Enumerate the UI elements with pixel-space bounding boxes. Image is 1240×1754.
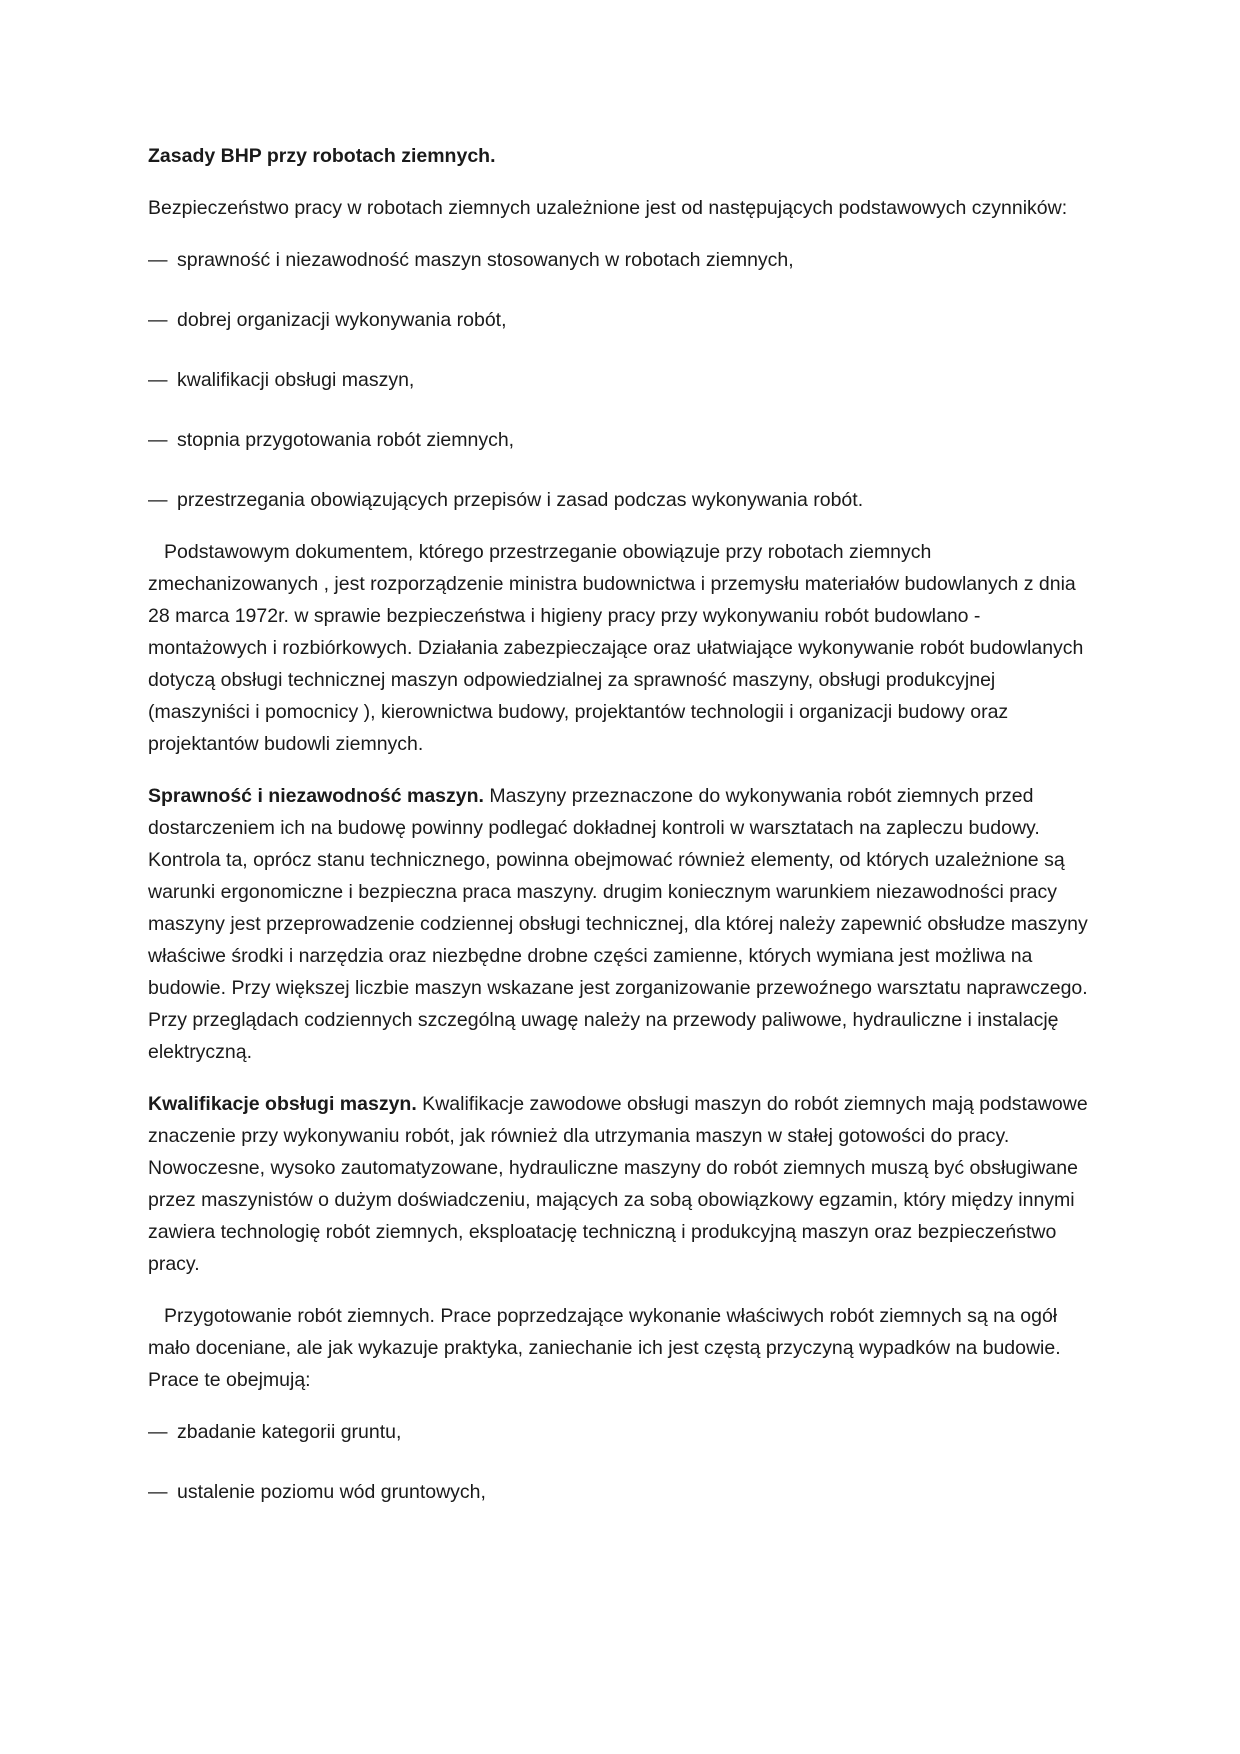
list-item-text: przestrzegania obowiązujących przepisów i zasad podczas wykonywania robót. [177, 489, 864, 511]
dash-marker: — [148, 369, 168, 391]
qualifications-heading: Kwalifikacje obsługi maszyn. [148, 1093, 417, 1115]
list-item-text: sprawność i niezawodność maszyn stosowanych w robotach ziemnych, [177, 249, 794, 271]
dash-marker: — [148, 489, 168, 511]
qualifications-paragraph [148, 1088, 1098, 1280]
list-item [148, 244, 1098, 276]
preparation-paragraph: Przygotowanie robót ziemnych. Prace poprzedzające wykonanie właściwych robót ziemnych są na ogół mało doceniane, ale jak wykazuje praktyka, zaniechanie ich jest częstą przyczyną wypadków na budowie. Prace te obejmują: [148, 1305, 1061, 1391]
list-item [148, 1476, 1098, 1508]
factors-list [148, 244, 1098, 516]
machines-paragraph [148, 780, 1098, 1068]
dash-marker: — [148, 249, 168, 271]
dash-marker: — [148, 309, 168, 331]
list-item-text: kwalifikacji obsługi maszyn, [177, 369, 415, 391]
document-title: Zasady BHP przy robotach ziemnych. [148, 145, 496, 167]
document-page [148, 140, 1098, 1528]
list-item-text: dobrej organizacji wykonywania robót, [177, 309, 507, 331]
dash-marker: — [148, 429, 168, 451]
list-item [148, 424, 1098, 456]
machines-text: Maszyny przeznaczone do wykonywania robót ziemnych przed dostarczeniem ich na budowę powinny podlegać dokładnej kontroli w warsztatach na zapleczu budowy. Kontrola ta, oprócz stanu technicznego, powinna obejmować również elementy, od których uzależnione są warunki ergonomiczne i bezpieczna praca maszyny. drugim koniecznym warunkiem niezawodności pracy maszyny jest przeprowadzenie codziennej obsługi technicznej, dla której należy zapewnić obsłudze maszyny właściwe środki i narzędzia oraz niezbędne drobne części zamienne, których wymiana jest możliwa na budowie. Przy większej liczbie maszyn wskazane jest zorganizowanie przewoźnego warsztatu naprawczego. Przy przeglądach codziennych szczególną uwagę należy na przewody paliwowe, hydrauliczne i instalację elektryczną. [148, 785, 1088, 1063]
preparation-list [148, 1416, 1098, 1508]
list-item [148, 1416, 1098, 1448]
list-item-text: stopnia przygotowania robót ziemnych, [177, 429, 515, 451]
list-item-text: ustalenie poziomu wód gruntowych, [177, 1481, 486, 1503]
list-item [148, 304, 1098, 336]
list-item [148, 484, 1098, 516]
qualifications-text: Kwalifikacje zawodowe obsługi maszyn do robót ziemnych mają podstawowe znaczenie przy wykonywaniu robót, jak również dla utrzymania maszyn w stałej gotowości do pracy. Nowoczesne, wysoko zautomatyzowane, hydrauliczne maszyny do robót ziemnych muszą być obsługiwane przez maszynistów o dużym doświadczeniu, mających za sobą obowiązkowy egzamin, który między innymi zawiera technologię robót ziemnych, eksploatację techniczną i produkcyjną maszyn oraz bezpieczeństwo pracy. [148, 1093, 1088, 1275]
intro-paragraph: Bezpieczeństwo pracy w robotach ziemnych uzależnione jest od następujących podstawowych czynników: [148, 197, 1068, 219]
dash-marker: — [148, 1421, 168, 1443]
list-item-text: zbadanie kategorii gruntu, [177, 1421, 402, 1443]
dash-marker: — [148, 1481, 168, 1503]
regulation-paragraph: Podstawowym dokumentem, którego przestrzeganie obowiązuje przy robotach ziemnych zmechanizowanych , jest rozporządzenie ministra budownictwa i przemysłu materiałów budowlanych z dnia 28 marca 1972r. w sprawie bezpieczeństwa i higieny pracy przy wykonywaniu robót budowlano - montażowych i rozbiórkowych. Działania zabezpieczające oraz ułatwiające wykonywanie robót budowlanych dotyczą obsługi technicznej maszyn odpowiedzialnej za sprawność maszyny, obsługi produkcyjnej (maszyniści i pomocnicy ), kierownictwa budowy, projektantów technologii i organizacji budowy oraz projektantów budowli ziemnych. [148, 541, 1084, 755]
list-item [148, 364, 1098, 396]
machines-heading: Sprawność i niezawodność maszyn. [148, 785, 484, 807]
